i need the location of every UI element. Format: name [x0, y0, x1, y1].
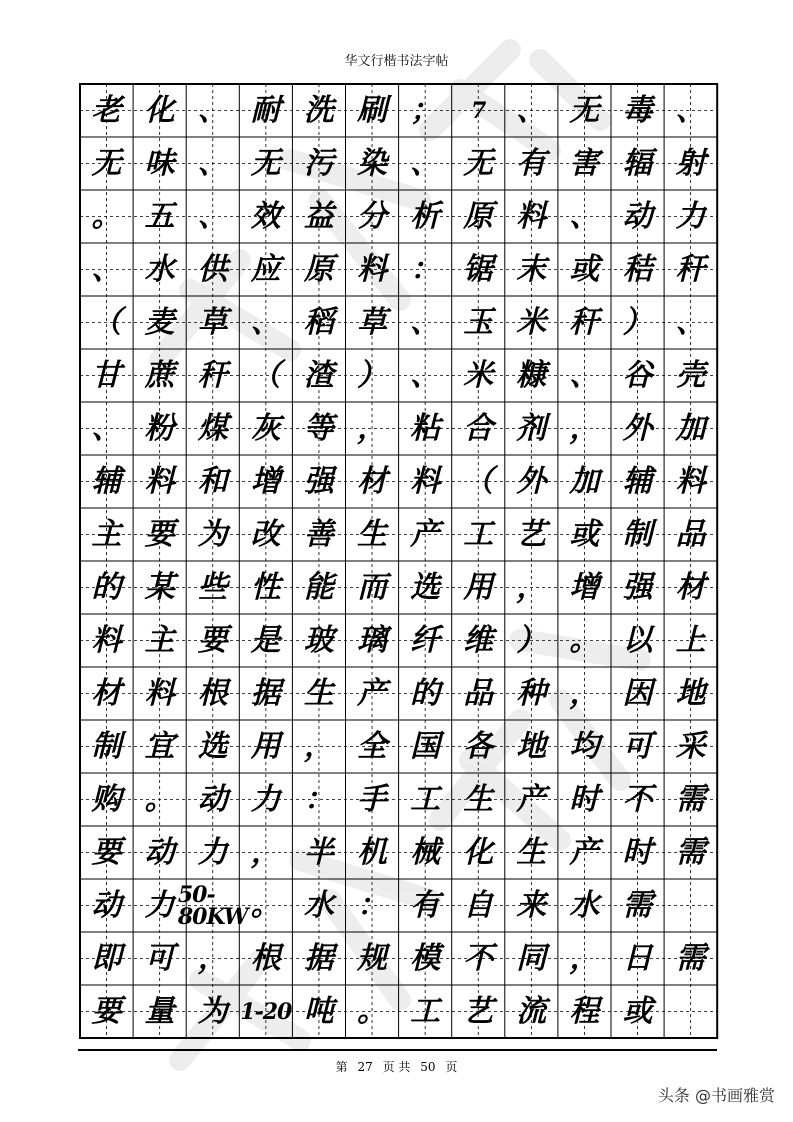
grid-cell: 效 [250, 198, 281, 234]
grid-cell: 或 [569, 251, 600, 287]
grid-cell: 用 [250, 728, 281, 764]
grid-cell: 动 [144, 834, 175, 870]
grid-cell: 有 [516, 145, 547, 181]
grid-cell: 、 [250, 304, 281, 340]
grid-cell: 手 [357, 781, 387, 817]
grid-cell: 改 [250, 516, 281, 552]
grid-cell: 加 [569, 463, 600, 499]
grid-cell: 50-80KW [177, 881, 248, 930]
grid-cell: ， [303, 728, 334, 764]
grid-cell: 糠 [516, 357, 547, 393]
grid-cell: ： [410, 251, 441, 287]
grid-cell: 或 [569, 516, 600, 552]
grid-cell: 加 [675, 410, 706, 446]
grid-cell: 以 [622, 622, 653, 658]
grid-cell: 材 [675, 569, 706, 605]
grid-cell: （ [463, 463, 494, 499]
grid-cell: 各 [463, 728, 494, 764]
grid-cell: 纤 [410, 622, 441, 658]
grid-cell: 模 [410, 940, 441, 976]
grid-cell: 规 [357, 940, 387, 976]
grid-cell: 生 [516, 834, 547, 870]
grid-cell: 主 [144, 622, 175, 658]
grid-cell: 五 [144, 198, 175, 234]
grid-cell: 可 [144, 940, 175, 976]
grid-cell: ， [250, 834, 281, 870]
grid-cell: 耐 [250, 92, 281, 128]
grid-cell: 、 [569, 198, 600, 234]
grid-cell: 同 [516, 940, 547, 976]
grid-cell: 、 [91, 251, 122, 287]
grid-cell: 产 [410, 516, 441, 552]
grid-cell: 稻 [303, 304, 334, 340]
grid-cell: 玉 [463, 304, 494, 340]
grid-cell: 害 [569, 145, 600, 181]
grid-cell: 自 [463, 887, 494, 923]
grid-cell: 地 [516, 728, 547, 764]
grid-cell: 需 [622, 887, 653, 923]
grid-cell: 化 [144, 92, 175, 128]
grid-cell: 蔗 [144, 357, 175, 393]
grid-cell: 草 [357, 304, 387, 340]
grid-cell: 应 [250, 251, 281, 287]
grid-cell: ） [357, 357, 387, 393]
grid-cell: 吨 [303, 993, 334, 1029]
grid-cell: 的 [410, 675, 441, 711]
grid-cell: 辅 [91, 463, 122, 499]
grid-cell: 毒 [622, 92, 653, 128]
grid-cell: 麦 [144, 304, 175, 340]
grid-cell: 为 [197, 516, 228, 552]
grid-cell: 料 [516, 198, 547, 234]
grid-cell: 。 [357, 993, 387, 1029]
grid-cell: 根 [250, 940, 281, 976]
grid-cell: 无 [91, 145, 122, 181]
grid-cell: 秆 [197, 357, 228, 393]
grid-cell: 性 [250, 569, 281, 605]
grid-cell: 。 [569, 622, 600, 658]
grid-cell: 工 [463, 516, 494, 552]
grid-cell: 玻 [303, 622, 334, 658]
grid-cell: 分 [357, 198, 387, 234]
grid-cell: 艺 [516, 516, 547, 552]
grid-cell: 味 [144, 145, 175, 181]
document-title: 华文行楷书法字帖 [344, 54, 449, 69]
grid-cell: 甘 [91, 357, 122, 393]
grid-cell: 或 [622, 993, 653, 1029]
grid-cell: 产 [569, 834, 600, 870]
grid-cell: 力 [144, 887, 175, 923]
page-suffix: 页 [445, 1060, 458, 1074]
grid-cell: 是 [250, 622, 281, 658]
grid-cell: 1-20 [240, 998, 292, 1025]
grid-cell: 益 [303, 198, 334, 234]
grid-cell: 制 [622, 516, 653, 552]
grid-cell: 洗 [303, 92, 334, 128]
grid-cell: 锯 [463, 251, 494, 287]
grid-cell: 械 [410, 834, 441, 870]
grid-cell: 地 [675, 675, 706, 711]
grid-cell [664, 985, 717, 1038]
grid-cell: 、 [516, 92, 547, 128]
grid-cell: 原 [463, 198, 494, 234]
grid-cell: 老 [91, 92, 122, 128]
grid-cell: 米 [516, 304, 547, 340]
grid-cell: 、 [197, 92, 228, 128]
grid-cell: 。 [144, 781, 175, 817]
grid-cell: 、 [197, 198, 228, 234]
grid-cell: 些 [197, 569, 228, 605]
grid-cell: 和 [197, 463, 228, 499]
grid-cell: 污 [303, 145, 334, 181]
page-number [0, 1058, 793, 1076]
grid-cell: 要 [144, 516, 175, 552]
grid-cell: 力 [250, 781, 281, 817]
grid-cell: （ [91, 304, 122, 340]
grid-cell: 料 [144, 463, 175, 499]
grid-cell: 的 [91, 569, 122, 605]
grid-cell: 产 [516, 781, 547, 817]
grid-cell: 料 [675, 463, 706, 499]
grid-cell: 而 [357, 569, 387, 605]
grid-cell: 煤 [197, 410, 228, 446]
grid-cell: 渣 [303, 357, 334, 393]
grid-cell: 艺 [463, 993, 494, 1029]
grid-cell: 工 [410, 781, 441, 817]
grid-cell: 需 [675, 834, 706, 870]
grid-cell: 为 [197, 993, 228, 1029]
grid-cell: 粉 [144, 410, 175, 446]
grid-cell: 剂 [516, 410, 547, 446]
grid-cell: 生 [303, 675, 334, 711]
grid-cell: 刷 [357, 92, 387, 128]
grid-cell: ， [569, 410, 600, 446]
grid-cell: 射 [675, 145, 706, 181]
grid-cell: 国 [410, 728, 441, 764]
grid-cell: 不 [622, 781, 653, 817]
grid-cell: 7 [471, 97, 486, 124]
grid-cell: ： [357, 887, 387, 923]
grid-cell: 料 [91, 622, 122, 658]
grid-cell: 秆 [569, 304, 600, 340]
grid-cell: 有 [410, 887, 441, 923]
grid-cell: ， [569, 940, 600, 976]
grid-cell: 时 [622, 834, 653, 870]
grid-cell: 善 [303, 516, 334, 552]
grid-cell: ， [357, 410, 387, 446]
grid-cell: 外 [516, 463, 547, 499]
grid-cell: 无 [250, 145, 281, 181]
grid-cell: 无 [463, 145, 494, 181]
grid-cell: 合 [463, 410, 494, 446]
grid-cell: 动 [91, 887, 122, 923]
grid-cell: 日 [622, 940, 653, 976]
grid-cell: ， [569, 675, 600, 711]
grid-cell: 析 [410, 198, 441, 234]
grid-cell: 、 [675, 304, 706, 340]
grid-cell: 能 [303, 569, 334, 605]
grid-cell: 外 [622, 410, 653, 446]
grid-cell: 购 [91, 781, 122, 817]
grid-cell: 生 [463, 781, 494, 817]
grid-cell: 需 [675, 781, 706, 817]
grid-cell: 选 [197, 728, 228, 764]
grid-cell: 米 [463, 357, 494, 393]
grid-cell: 均 [569, 728, 600, 764]
credit-watermark: 头条 @书画雅赏 [657, 1086, 775, 1105]
grid-cell: 动 [197, 781, 228, 817]
grid-cell: 主 [91, 516, 122, 552]
grid-cell: 。 [91, 198, 122, 234]
grid-cell: ， [516, 569, 547, 605]
grid-cell: 材 [357, 463, 387, 499]
grid-cell: 秸 [622, 251, 653, 287]
grid-cell: 制 [91, 728, 122, 764]
grid-cell: 水 [569, 887, 600, 923]
grid-cell: 粘 [410, 410, 441, 446]
grid-cell: 、 [410, 145, 441, 181]
grid-cell: 谷 [622, 357, 653, 393]
grid-cell: ： [303, 781, 334, 817]
grid-cell: 水 [144, 251, 175, 287]
grid-cell: 料 [144, 675, 175, 711]
grid-cell: 时 [569, 781, 600, 817]
page-mid: 页 共 [382, 1060, 411, 1074]
grid-cell: 工 [410, 993, 441, 1029]
grid-cell: 等 [303, 410, 334, 446]
grid-cell: 原 [303, 251, 334, 287]
grid-cell: 料 [410, 463, 441, 499]
grid-cell: 末 [516, 251, 547, 287]
grid-cell: 璃 [357, 622, 387, 658]
grid-cell: 、 [410, 304, 441, 340]
grid-cell: 要 [91, 834, 122, 870]
grid-cell: 。 [250, 887, 281, 923]
grid-cell: 全 [357, 728, 387, 764]
grid-cell: 秆 [675, 251, 706, 287]
grid-cell: 因 [622, 675, 653, 711]
grid-cell: ； [410, 92, 441, 128]
grid-cell: 力 [197, 834, 228, 870]
grid-cell: 产 [357, 675, 387, 711]
bottom-rule [78, 1049, 717, 1051]
page-prefix: 第 [335, 1060, 348, 1074]
grid-cell: 根 [197, 675, 228, 711]
grid-cell: 、 [675, 92, 706, 128]
grid-cell: （ [250, 357, 281, 393]
grid-cell: 动 [622, 198, 653, 234]
grid-cell: 生 [357, 516, 387, 552]
grid-cell: 、 [91, 410, 122, 446]
grid-cell: 强 [622, 569, 653, 605]
grid-cell: 不 [463, 940, 494, 976]
grid-cell: 用 [463, 569, 494, 605]
grid-cell: 来 [516, 887, 547, 923]
grid-cell: 需 [675, 940, 706, 976]
grid-cell: 增 [569, 569, 600, 605]
grid-cell: 量 [144, 993, 175, 1029]
grid-cell: 可 [622, 728, 653, 764]
grid-cell: 化 [463, 834, 494, 870]
grid-cell: 据 [250, 675, 281, 711]
grid-cell: 品 [463, 675, 494, 711]
grid-cell: 染 [357, 145, 387, 181]
grid-cell: 无 [569, 92, 600, 128]
grid-cell: 半 [303, 834, 334, 870]
grid-cell: 灰 [250, 410, 281, 446]
grid-cell: 草 [197, 304, 228, 340]
grid-cell: 品 [675, 516, 706, 552]
grid-cell: 维 [463, 622, 494, 658]
grid-cell [664, 879, 717, 932]
grid-cell: 、 [569, 357, 600, 393]
grid-cell: 要 [91, 993, 122, 1029]
grid-cell: 某 [144, 569, 175, 605]
grid-cell: 机 [357, 834, 387, 870]
grid-cell: 即 [91, 940, 122, 976]
grid-cell: 程 [569, 993, 600, 1029]
grid-cell: 供 [197, 251, 228, 287]
grid-cell: 辅 [622, 463, 653, 499]
grid-cell: 采 [675, 728, 706, 764]
grid-cell: 壳 [675, 357, 706, 393]
grid-cell: 强 [303, 463, 334, 499]
grid-cell: 料 [357, 251, 387, 287]
grid-cell: 流 [516, 993, 547, 1029]
grid-cell: 、 [410, 357, 441, 393]
grid-cell: ， [197, 940, 228, 976]
grid-cell: 增 [250, 463, 281, 499]
grid-cell: ） [516, 622, 547, 658]
grid-cell: 要 [197, 622, 228, 658]
grid-cell: 种 [516, 675, 547, 711]
grid-cell: 宜 [144, 728, 175, 764]
page-current: 27 [357, 1060, 373, 1074]
grid-cell: 材 [91, 675, 122, 711]
grid-cell: 选 [410, 569, 441, 605]
grid-cell: 水 [303, 887, 334, 923]
grid-cell: 辐 [622, 145, 653, 181]
grid-cell: 据 [303, 940, 334, 976]
page-total: 50 [420, 1060, 436, 1074]
grid-cell: 、 [197, 145, 228, 181]
grid-cell: ） [622, 304, 653, 340]
grid-cell: 上 [675, 622, 706, 658]
grid-cell: 力 [675, 198, 706, 234]
